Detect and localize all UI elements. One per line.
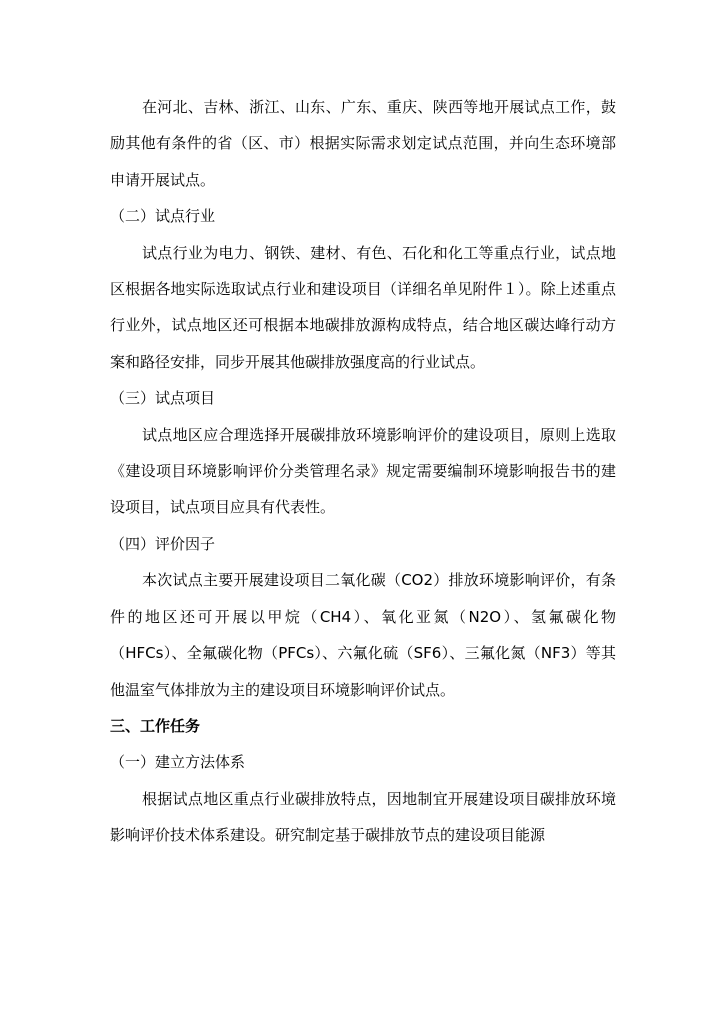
document-body	[110, 89, 616, 854]
paragraph-pilot-projects: 试点地区应合理选择开展碳排放环境影响评价的建设项目，原则上选取《建设项目环境影响评价分类管理名录》规定需要编制环境影响报告书的建设项目，试点项目应具有代表性。	[110, 425, 616, 517]
heading-method-system: （一）建立方法体系	[110, 753, 246, 772]
heading-pilot-industries: （二）试点行业	[110, 207, 216, 226]
paragraph-pilot-regions: 在河北、吉林、浙江、山东、广东、重庆、陕西等地开展试点工作，鼓励其他有条件的省（区、市）根据实际需求划定试点范围，并向生态环境部申请开展试点。	[110, 98, 616, 189]
heading-work-tasks: 三、工作任务	[110, 716, 201, 735]
paragraph-evaluation-factors: 本次试点主要开展建设项目二氧化碳（CO2）排放环境影响评价，有条件的地区还可开展以甲烷（CH4）、氧化亚氮（N2O）、氢氟碳化物（HFCs）、全氟碳化物（PFCs）、六氟化硫（SF6）、三氟化氮（NF3）等其他温室气体排放为主的建设项目环境影响评价试点。	[110, 571, 616, 699]
heading-pilot-projects: （三）试点项目	[110, 389, 216, 408]
paragraph-method-system: 根据试点地区重点行业碳排放特点，因地制宜开展建设项目碳排放环境影响评价技术体系建设。研究制定基于碳排放节点的建设项目能源	[110, 789, 616, 845]
heading-evaluation-factors: （四）评价因子	[110, 534, 216, 553]
paragraph-pilot-industries: 试点行业为电力、钢铁、建材、有色、石化和化工等重点行业，试点地区根据各地实际选取试点行业和建设项目（详细名单见附件１）。除上述重点行业外，试点地区还可根据本地碳排放源构成特点，结合地区碳达峰行动方案和路径安排，同步开展其他碳排放强度高的行业试点。	[110, 243, 616, 371]
